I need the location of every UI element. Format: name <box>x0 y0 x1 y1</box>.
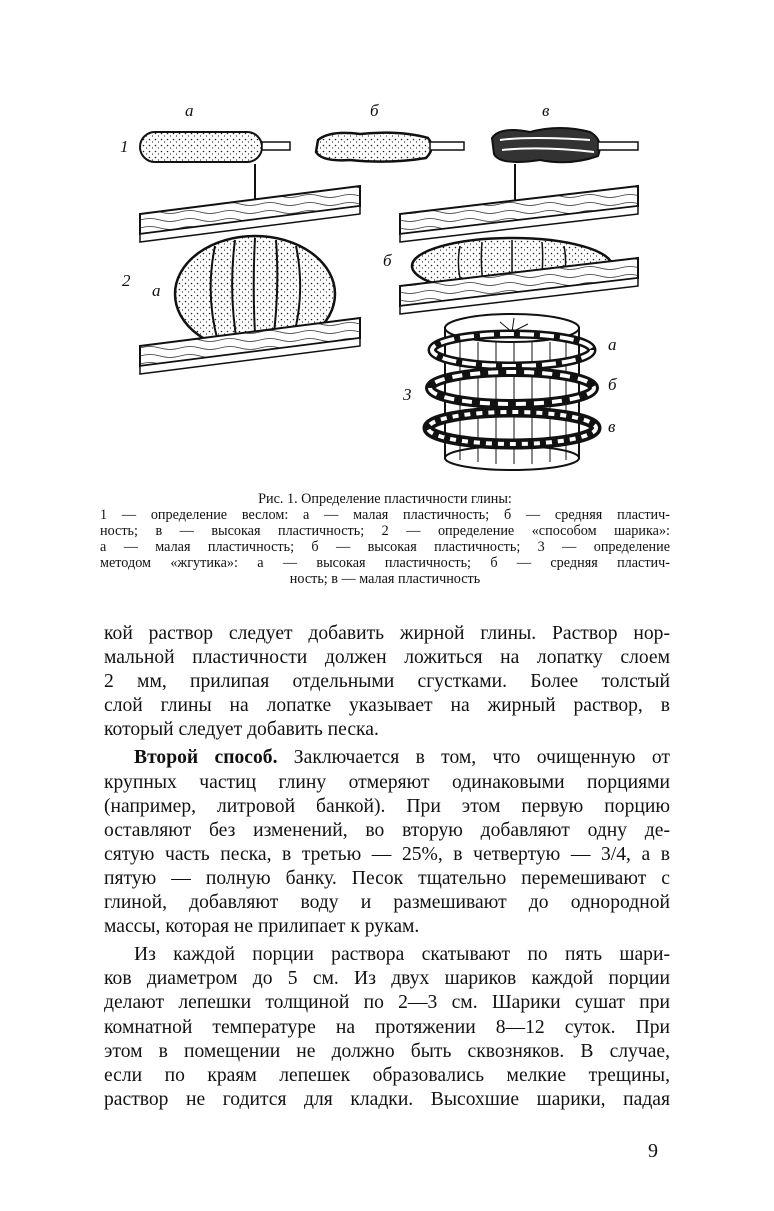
text-line: делают лепешки толщиной по 2—3 см. Шарики сушат при <box>104 992 670 1014</box>
text-line: если по краям лепешек образовались мелкие трещины, <box>104 1064 670 1086</box>
body-text <box>104 622 670 1112</box>
text-line: Заключается в том, что очищенную от <box>277 747 670 769</box>
caption-line: а — малая пластичность; б — высокая пластичность; 3 — определение <box>100 539 670 555</box>
text-line: крупных частиц глину отмеряют одинаковыми порциями <box>104 771 670 793</box>
text-line: оставляют без изменений, во вторую добавляют одну де- <box>104 819 670 841</box>
text-line: сятую часть песка, в третью — 25%, в четвертую — 3/4, а в <box>104 843 670 865</box>
text-line: этом в помещении не должно быть сквозняков. В случае, <box>104 1040 670 1062</box>
board-top-right <box>400 186 638 242</box>
caption-line: методом «жгутика»: а — высокая пластичность; б — средняя пластич- <box>100 555 670 571</box>
board-top-left <box>140 186 360 242</box>
text-line: Из каждой порции раствора скатывают по пять шари- <box>134 944 670 966</box>
second-method-heading: Второй способ. <box>134 747 278 769</box>
label-row-2: 2 <box>122 271 131 290</box>
paddle-low-plasticity <box>140 132 290 162</box>
text-line: слой глины на лопатке указывает на жирный раствор, в <box>104 695 670 717</box>
paragraph-second-method-start <box>104 746 670 770</box>
text-line: ков диаметром до 5 см. Из двух шариков каждой порции <box>104 968 670 990</box>
label-row-1: 1 <box>120 137 129 156</box>
label-row-2-b: б <box>383 251 392 270</box>
caption-title: Рис. 1. Определение пластичности глины: <box>258 491 512 507</box>
paddle-medium-plasticity <box>316 133 464 162</box>
figure-illustration <box>100 96 680 476</box>
text-line: пятую — полную банку. Песок тщательно перемешивают с <box>104 867 670 889</box>
paddle-high-plasticity <box>492 128 638 162</box>
text-line: мальной пластичности должен ложиться на лопатку слоем <box>104 647 670 669</box>
label-col-v: в <box>542 101 550 120</box>
text-line: 2 мм, прилипая отдельными сгустками. Более толстый <box>104 671 670 693</box>
label-row-2-a: а <box>152 281 161 300</box>
caption-line: ность; в — малая пластичность <box>289 571 481 587</box>
text-line: глиной, добавляют воду и размешивают до однородной <box>104 892 670 914</box>
clay-coil-cylinder <box>428 314 596 470</box>
label-row-3-v: в <box>608 417 616 436</box>
text-line: (например, литровой банкой). При этом первую порцию <box>104 795 670 817</box>
label-row-3-a: а <box>608 335 617 354</box>
figure-caption <box>100 491 670 587</box>
text-line: массы, которая не прилипает к рукам. <box>104 916 420 938</box>
figure-clay-plasticity <box>100 96 680 476</box>
text-line: раствор не годится для кладки. Высохшие шарики, падая <box>104 1088 670 1110</box>
caption-line: ность; в — высокая пластичность; 2 — определение «способом шарика»: <box>100 523 670 539</box>
label-col-b: б <box>370 101 379 120</box>
text-line: который следует добавить песка. <box>104 719 379 741</box>
text-line: кой раствор следует добавить жирной глины. Раствор нор- <box>104 623 670 644</box>
label-row-3-b: б <box>608 375 617 394</box>
label-col-a: а <box>185 101 194 120</box>
label-row-3: 3 <box>403 385 412 404</box>
page-number: 9 <box>648 1140 658 1162</box>
caption-line: 1 — определение веслом: а — малая пластичность; б — средняя пластич- <box>100 507 670 523</box>
text-line: комнатной температуре на протяжении 8—12 суток. При <box>104 1016 670 1038</box>
